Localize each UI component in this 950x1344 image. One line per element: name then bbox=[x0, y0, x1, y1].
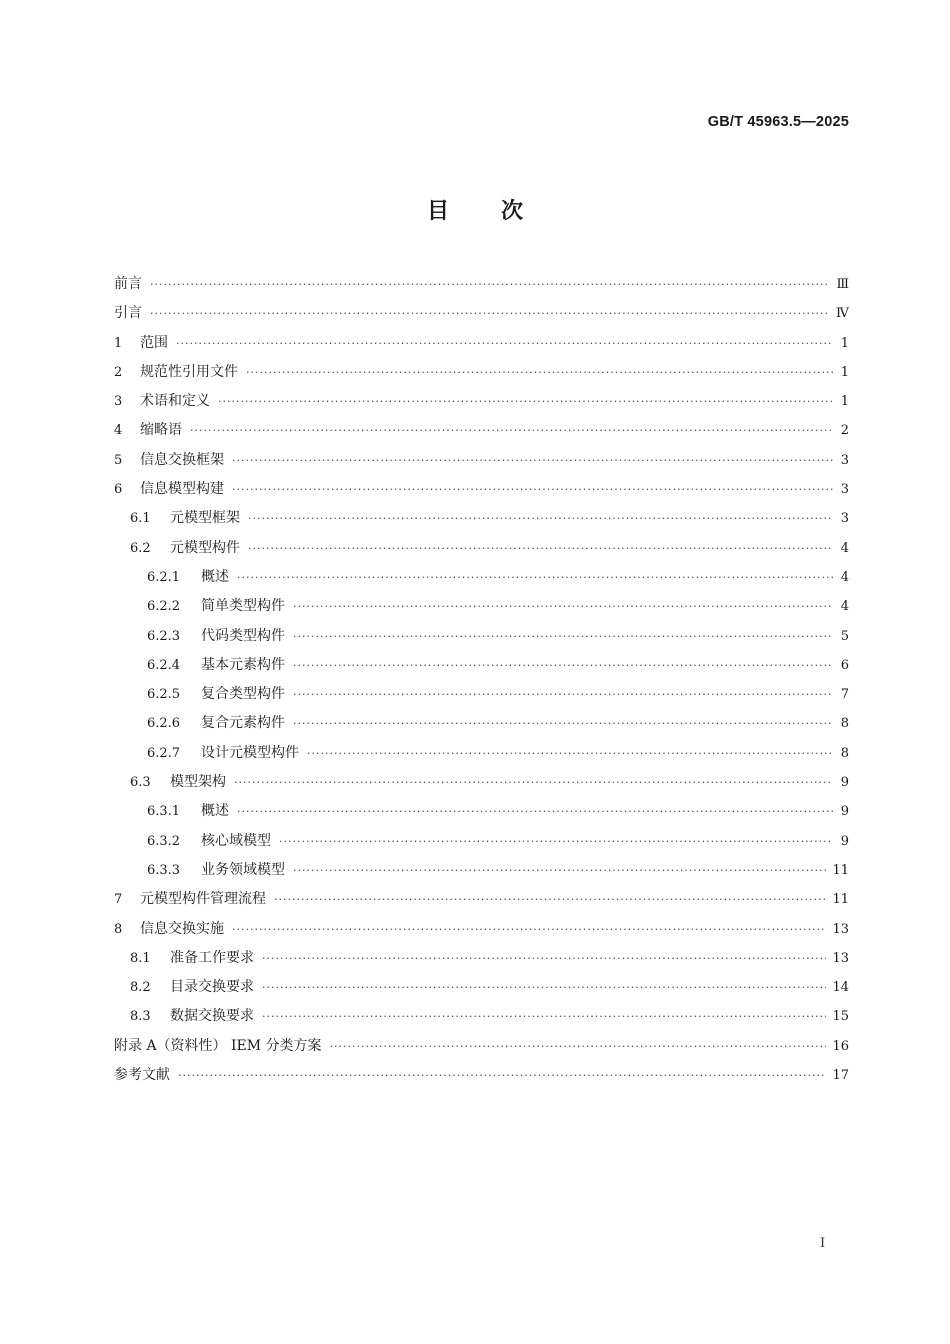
toc-leader bbox=[262, 973, 826, 1002]
toc-entry-title: 复合类型构件 bbox=[201, 686, 285, 703]
toc-entry-number: 6.2.3 bbox=[147, 628, 181, 644]
toc-leader bbox=[293, 680, 833, 709]
toc-entry-title: 前言 bbox=[114, 276, 142, 292]
toc-entry-page: 4 bbox=[840, 599, 849, 615]
toc-entry-page: 14 bbox=[832, 980, 849, 996]
toc-leader bbox=[248, 534, 833, 563]
toc-entry-5[interactable] bbox=[114, 446, 849, 475]
toc-entry-title: 信息模型构建 bbox=[140, 481, 224, 498]
toc-entry-number: 6.3.3 bbox=[147, 862, 181, 878]
toc-entry-page: 8 bbox=[840, 716, 849, 732]
toc-entry-number: 6.2.1 bbox=[147, 569, 181, 585]
toc-leader bbox=[237, 797, 833, 826]
toc-entry-page: Ⅳ bbox=[836, 306, 849, 322]
toc-entry-6-1[interactable] bbox=[114, 504, 849, 533]
toc-leader bbox=[150, 299, 830, 328]
toc-entry-number: 6.2.7 bbox=[147, 745, 181, 761]
toc-entry-page: 13 bbox=[832, 921, 849, 937]
toc-leader bbox=[307, 739, 833, 768]
toc-entry-title: 术语和定义 bbox=[140, 393, 210, 410]
toc-entry-page: 3 bbox=[840, 511, 849, 527]
toc-entry-2[interactable] bbox=[114, 358, 849, 387]
toc-entry-number: 2 bbox=[114, 364, 123, 380]
toc-entry-page: 4 bbox=[840, 540, 849, 556]
toc-entry-page: Ⅲ bbox=[836, 277, 849, 292]
toc-title-char-2: 次 bbox=[501, 199, 524, 224]
toc-leader bbox=[262, 944, 826, 973]
toc-entry-page: 9 bbox=[840, 804, 849, 820]
toc-leader bbox=[232, 915, 826, 944]
toc-entry-7[interactable] bbox=[114, 885, 849, 914]
toc-entry-6[interactable] bbox=[114, 475, 849, 504]
toc-entry-6-2-7[interactable] bbox=[114, 739, 849, 768]
toc-entry-title: 目录交换要求 bbox=[170, 979, 254, 996]
toc-leader bbox=[248, 504, 833, 533]
toc-leader bbox=[274, 885, 826, 914]
toc-entry-number: 6 bbox=[114, 482, 123, 498]
toc-entry-number: 7 bbox=[114, 892, 123, 908]
toc-title bbox=[0, 194, 950, 225]
toc-entry-title: 业务领域模型 bbox=[201, 861, 285, 878]
toc-entry-title: 概述 bbox=[201, 568, 229, 585]
toc-entry-page: 2 bbox=[840, 423, 849, 439]
toc-entry-number: 8.2 bbox=[130, 980, 151, 996]
toc-entry-number: 6.3 bbox=[130, 775, 151, 791]
toc-entry-page: 1 bbox=[840, 335, 849, 351]
toc-entry-page: 6 bbox=[840, 657, 849, 673]
toc-entry-number: 6.1 bbox=[130, 511, 151, 527]
toc-entry-number: 6.2.5 bbox=[147, 687, 181, 703]
toc-entry-page: 1 bbox=[840, 394, 849, 410]
toc-entry-6-2-4[interactable] bbox=[114, 651, 849, 680]
toc-entry-number: 8 bbox=[114, 921, 123, 937]
toc-leader bbox=[279, 827, 833, 856]
toc-entry-number: 5 bbox=[114, 452, 123, 468]
toc-entry-page: 3 bbox=[840, 452, 849, 468]
toc-entry-1[interactable] bbox=[114, 329, 849, 358]
toc-entry-title: 信息交换实施 bbox=[140, 920, 224, 937]
toc-entry-page: 9 bbox=[840, 775, 849, 791]
toc-entry-foreword[interactable] bbox=[114, 270, 849, 299]
toc-entry-8[interactable] bbox=[114, 915, 849, 944]
toc-entry-title: 元模型框架 bbox=[170, 510, 240, 527]
toc-list bbox=[114, 270, 849, 1090]
toc-entry-6-3-1[interactable] bbox=[114, 797, 849, 826]
toc-leader bbox=[330, 1032, 827, 1061]
toc-entry-page: 11 bbox=[832, 862, 849, 878]
toc-leader bbox=[262, 1002, 826, 1031]
toc-entry-page: 11 bbox=[832, 892, 849, 908]
toc-entry-6-2-2[interactable] bbox=[114, 592, 849, 621]
toc-entry-number: 4 bbox=[114, 423, 123, 439]
toc-entry-number: 8.3 bbox=[130, 1009, 151, 1025]
toc-entry-title: 数据交换要求 bbox=[170, 1008, 254, 1025]
toc-leader bbox=[190, 416, 833, 445]
toc-entry-6-2-3[interactable] bbox=[114, 622, 849, 651]
toc-entry-6-2-6[interactable] bbox=[114, 709, 849, 738]
toc-entry-title: 引言 bbox=[114, 305, 142, 322]
toc-entry-page: 13 bbox=[832, 950, 849, 966]
toc-entry-title: 信息交换框架 bbox=[140, 451, 224, 468]
toc-entry-page: 1 bbox=[840, 364, 849, 380]
toc-entry-page: 17 bbox=[832, 1068, 849, 1084]
toc-entry-4[interactable] bbox=[114, 416, 849, 445]
toc-leader bbox=[293, 856, 826, 885]
toc-leader bbox=[232, 446, 833, 475]
toc-entry-title: 模型架构 bbox=[170, 774, 226, 791]
toc-entry-number: 3 bbox=[114, 394, 123, 410]
toc-leader bbox=[293, 592, 833, 621]
toc-leader bbox=[237, 563, 833, 592]
toc-entry-annex-a[interactable] bbox=[114, 1032, 849, 1061]
toc-entry-title: 元模型构件管理流程 bbox=[140, 891, 266, 908]
toc-leader bbox=[293, 709, 833, 738]
toc-leader bbox=[218, 387, 833, 416]
toc-leader bbox=[246, 358, 833, 387]
toc-leader bbox=[232, 475, 833, 504]
toc-entry-title: 元模型构件 bbox=[170, 539, 240, 556]
toc-entry-page: 15 bbox=[832, 1009, 849, 1025]
toc-entry-introduction[interactable] bbox=[114, 299, 849, 328]
toc-entry-number: 1 bbox=[114, 335, 123, 351]
toc-entry-title: 缩略语 bbox=[140, 422, 182, 439]
toc-entry-bibliography[interactable] bbox=[114, 1061, 849, 1090]
toc-entry-title: 代码类型构件 bbox=[201, 627, 285, 644]
toc-entry-6-3[interactable] bbox=[114, 768, 849, 797]
toc-entry-page: 7 bbox=[840, 687, 849, 703]
toc-entry-title: 参考文献 bbox=[114, 1067, 170, 1084]
toc-leader bbox=[293, 651, 833, 680]
standard-code: GB/T 45963.5—2025 bbox=[707, 114, 849, 130]
toc-entry-number: 6.2.2 bbox=[147, 599, 181, 615]
toc-entry-number: 8.1 bbox=[130, 950, 151, 966]
toc-entry-6-2[interactable] bbox=[114, 534, 849, 563]
toc-entry-number: 6.2.4 bbox=[147, 657, 181, 673]
toc-entry-page: 8 bbox=[840, 745, 849, 761]
toc-entry-6-3-3[interactable] bbox=[114, 856, 849, 885]
toc-entry-title: 概述 bbox=[201, 803, 229, 820]
toc-leader bbox=[234, 768, 833, 797]
toc-entry-6-3-2[interactable] bbox=[114, 827, 849, 856]
toc-entry-page: 16 bbox=[832, 1038, 849, 1054]
toc-entry-page: 9 bbox=[840, 833, 849, 849]
toc-entry-6-2-5[interactable] bbox=[114, 680, 849, 709]
toc-entry-title: 设计元模型构件 bbox=[201, 744, 299, 761]
toc-entry-title: 范围 bbox=[140, 334, 168, 351]
toc-entry-title: 简单类型构件 bbox=[201, 598, 285, 615]
toc-entry-page: 5 bbox=[840, 628, 849, 644]
toc-entry-title: 基本元素构件 bbox=[201, 656, 285, 673]
toc-leader bbox=[178, 1061, 826, 1090]
toc-entry-title: 复合元素构件 bbox=[201, 715, 285, 732]
toc-entry-number: 6.2.6 bbox=[147, 716, 181, 732]
toc-entry-title: 准备工作要求 bbox=[170, 949, 254, 966]
toc-entry-page: 3 bbox=[840, 482, 849, 498]
toc-entry-title: 附录 A（资料性） IEM 分类方案 bbox=[114, 1037, 322, 1054]
toc-entry-title: 规范性引用文件 bbox=[140, 363, 238, 380]
toc-entry-8-3[interactable] bbox=[114, 1002, 849, 1031]
toc-entry-6-2-1[interactable] bbox=[114, 563, 849, 592]
toc-entry-number: 6.3.1 bbox=[147, 804, 181, 820]
toc-leader bbox=[176, 329, 833, 358]
page-number: Ⅰ bbox=[820, 1236, 826, 1251]
toc-entry-page: 4 bbox=[840, 569, 849, 585]
toc-title-char-1: 目 bbox=[426, 199, 449, 224]
toc-entry-title: 核心域模型 bbox=[201, 832, 271, 849]
toc-leader bbox=[150, 270, 830, 299]
toc-entry-3[interactable] bbox=[114, 387, 849, 416]
toc-entry-number: 6.3.2 bbox=[147, 833, 181, 849]
toc-entry-8-2[interactable] bbox=[114, 973, 849, 1002]
toc-leader bbox=[293, 622, 833, 651]
toc-entry-8-1[interactable] bbox=[114, 944, 849, 973]
toc-entry-number: 6.2 bbox=[130, 540, 151, 556]
